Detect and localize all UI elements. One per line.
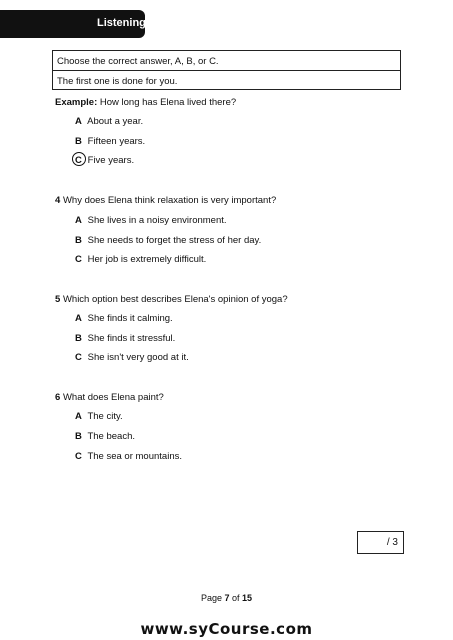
option-text: She finds it stressful. bbox=[87, 333, 176, 344]
option-letter: C bbox=[75, 352, 82, 363]
question-6-option-c bbox=[75, 451, 182, 462]
question-text: Which option best describes Elena's opinion of yoga? bbox=[62, 294, 288, 305]
option-text: About a year. bbox=[87, 116, 144, 127]
example-question-text: How long has Elena lived there? bbox=[99, 97, 237, 108]
instructions-row-1 bbox=[53, 51, 400, 71]
option-text: She lives in a noisy environment. bbox=[87, 215, 227, 226]
question-5-option-a bbox=[75, 313, 173, 324]
option-text: The sea or mountains. bbox=[87, 451, 182, 462]
option-letter: A bbox=[75, 411, 82, 422]
section-tab bbox=[0, 10, 145, 38]
option-letter: C bbox=[75, 254, 82, 265]
question-number: 5 bbox=[55, 294, 61, 305]
option-letter: B bbox=[75, 333, 82, 344]
score-text: / 3 bbox=[386, 537, 398, 548]
question-6-option-b bbox=[75, 431, 135, 442]
option-text: The beach. bbox=[87, 431, 136, 442]
question-4 bbox=[55, 195, 276, 206]
page-of: of bbox=[232, 593, 240, 603]
question-5 bbox=[55, 294, 288, 305]
instructions-line-2: The first one is done for you. bbox=[57, 76, 178, 87]
footer-watermark: www.syCourse.com bbox=[140, 620, 313, 638]
option-text: The city. bbox=[87, 411, 123, 422]
option-text: She isn't very good at it. bbox=[87, 352, 189, 363]
question-text: Why does Elena think relaxation is very important? bbox=[62, 195, 277, 206]
option-text: She finds it calming. bbox=[87, 313, 173, 324]
question-text: What does Elena paint? bbox=[62, 392, 164, 403]
question-4-option-c bbox=[75, 254, 206, 265]
question-5-option-b bbox=[75, 333, 175, 344]
option-text: Fifteen years. bbox=[87, 136, 146, 147]
question-4-option-a bbox=[75, 215, 227, 226]
question-5-option-c bbox=[75, 352, 189, 363]
instructions-box bbox=[52, 50, 401, 90]
question-6 bbox=[55, 392, 164, 403]
option-letter: A bbox=[75, 215, 82, 226]
section-label: Listening bbox=[97, 17, 146, 29]
option-text: She needs to forget the stress of her day. bbox=[87, 235, 262, 246]
question-6-option-a bbox=[75, 411, 123, 422]
option-letter: A bbox=[75, 313, 82, 324]
option-letter: B bbox=[75, 235, 82, 246]
instructions-line-1: Choose the correct answer, A, B, or C. bbox=[57, 56, 219, 67]
page-number bbox=[0, 593, 453, 603]
option-letter: B bbox=[75, 136, 82, 147]
page-total: 15 bbox=[242, 593, 253, 603]
score-box bbox=[357, 531, 404, 554]
option-letter: C bbox=[75, 451, 82, 462]
example-question bbox=[55, 97, 236, 108]
example-option-a bbox=[75, 116, 143, 127]
page-current: 7 bbox=[224, 593, 230, 603]
option-letter: A bbox=[75, 116, 82, 127]
page-prefix: Page bbox=[200, 593, 222, 603]
question-number: 6 bbox=[55, 392, 61, 403]
option-text: Five years. bbox=[87, 155, 135, 166]
example-prefix: Example: bbox=[55, 97, 98, 108]
example-option-c bbox=[75, 155, 134, 166]
question-4-option-b bbox=[75, 235, 261, 246]
option-letter: B bbox=[75, 431, 82, 442]
option-text: Her job is extremely difficult. bbox=[87, 254, 207, 265]
question-number: 4 bbox=[55, 195, 61, 206]
option-letter: C bbox=[75, 155, 82, 166]
example-option-b bbox=[75, 136, 145, 147]
